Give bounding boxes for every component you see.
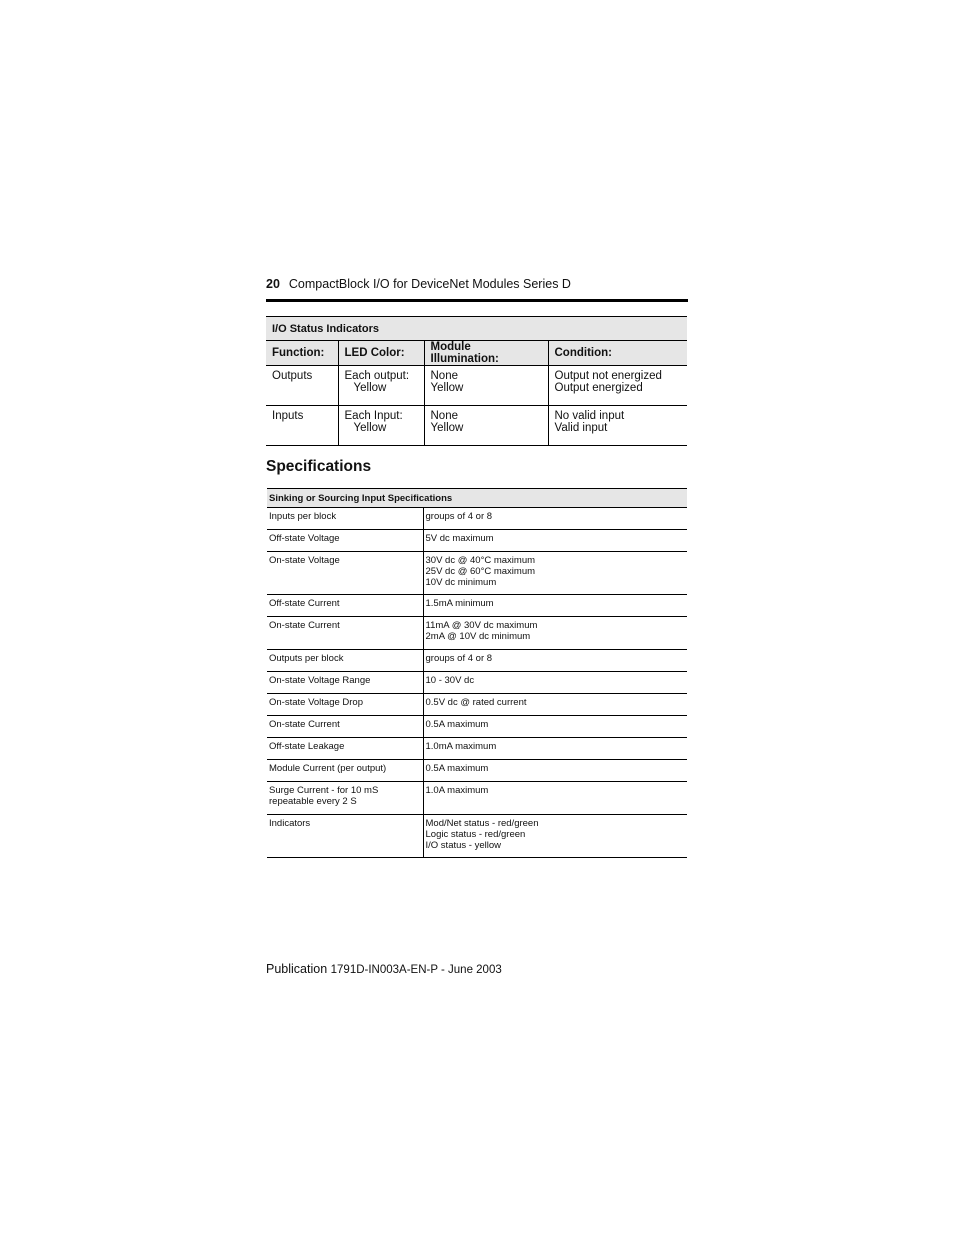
cell-line: On-state Current <box>269 620 340 631</box>
spec-value-cell <box>423 508 687 530</box>
cell-line: groups of 4 or 8 <box>425 511 493 522</box>
cell-line: Each Input: <box>344 410 403 422</box>
cell-line: Yellow <box>353 382 387 394</box>
table-row <box>267 672 687 694</box>
table-header-row <box>266 341 687 366</box>
cell-line: 1.0A maximum <box>425 785 489 796</box>
spec-label-cell <box>267 672 423 694</box>
illumination-cell <box>424 406 548 446</box>
column-header: LED Color: <box>338 341 424 366</box>
cell-line: 30V dc @ 40°C maximum <box>425 555 536 566</box>
condition-cell <box>548 406 687 446</box>
function-cell: Outputs <box>266 366 338 406</box>
table-row <box>267 650 687 672</box>
cell-line: Output not energized <box>554 370 662 382</box>
spec-value-cell <box>423 716 687 738</box>
spec-label-cell <box>267 552 423 595</box>
cell-line: Off-state Voltage <box>269 533 340 544</box>
cell-line: 1.5mA minimum <box>425 598 494 609</box>
spec-value-cell <box>423 617 687 650</box>
io-table-caption: I/O Status Indicators <box>266 317 687 341</box>
spec-label-cell <box>267 694 423 716</box>
cell-line: Inputs per block <box>269 511 337 522</box>
cell-line: 10 - 30V dc <box>425 675 475 686</box>
cell-line: 10V dc minimum <box>425 577 497 588</box>
illumination-cell <box>424 366 548 406</box>
led-color-cell <box>338 406 424 446</box>
spec-table-body <box>267 508 687 858</box>
cell-line: Yellow <box>430 422 464 434</box>
cell-line: Off-state Current <box>269 598 340 609</box>
table-row <box>266 406 687 446</box>
cell-line: 25V dc @ 60°C maximum <box>425 566 536 577</box>
page-footer <box>266 962 502 976</box>
table-row <box>267 760 687 782</box>
spec-value-cell <box>423 530 687 552</box>
section-heading: Specifications <box>266 458 372 475</box>
cell-line: None <box>430 410 458 422</box>
cell-line: repeatable every 2 S <box>269 796 357 807</box>
cell-line: Yellow <box>430 382 464 394</box>
spec-table-caption: Sinking or Sourcing Input Specifications <box>267 489 687 508</box>
column-header: Module Illumination: <box>424 341 548 366</box>
table-caption-row <box>266 317 687 341</box>
cell-line: Mod/Net status - red/green <box>425 818 539 829</box>
table-row <box>267 530 687 552</box>
spec-value-cell <box>423 760 687 782</box>
cell-line: Yellow <box>353 422 387 434</box>
cell-line: Each output: <box>344 370 410 382</box>
table-row <box>267 694 687 716</box>
table-row <box>267 716 687 738</box>
cell-line: On-state Voltage <box>269 555 340 566</box>
document-title: CompactBlock I/O for DeviceNet Modules Series D <box>288 277 571 291</box>
cell-line: Module Current (per output) <box>269 763 387 774</box>
table-row <box>267 738 687 760</box>
spec-label-cell <box>267 738 423 760</box>
table-row <box>267 815 687 858</box>
column-header: Condition: <box>548 341 687 366</box>
spec-value-cell <box>423 738 687 760</box>
table-row <box>267 782 687 815</box>
table-row <box>267 508 687 530</box>
table-row <box>267 617 687 650</box>
cell-line: On-state Current <box>269 719 340 730</box>
cell-line: Output energized <box>554 382 643 394</box>
specifications-table <box>267 488 687 858</box>
footer-label: Publication <box>266 962 328 976</box>
cell-line: Indicators <box>269 818 311 829</box>
spec-value-cell <box>423 782 687 815</box>
spec-value-cell <box>423 552 687 595</box>
spec-value-cell <box>423 694 687 716</box>
cell-line: Logic status - red/green <box>425 829 526 840</box>
spec-value-cell <box>423 650 687 672</box>
header-rule <box>266 299 688 302</box>
spec-label-cell <box>267 782 423 815</box>
spec-label-cell <box>267 595 423 617</box>
cell-line: None <box>430 370 458 382</box>
cell-line: On-state Voltage Range <box>269 675 371 686</box>
spec-value-cell <box>423 815 687 858</box>
table-row <box>266 366 687 406</box>
publication-number: 1791D-IN003A-EN-P - June 2003 <box>330 964 502 976</box>
cell-line: I/O status - yellow <box>425 840 501 851</box>
led-color-cell <box>338 366 424 406</box>
cell-line: Surge Current - for 10 mS <box>269 785 379 796</box>
cell-line: 0.5A maximum <box>425 763 489 774</box>
cell-line: Off-state Leakage <box>269 741 345 752</box>
spec-label-cell <box>267 617 423 650</box>
cell-line: Outputs per block <box>269 653 344 664</box>
cell-line: groups of 4 or 8 <box>425 653 493 664</box>
page-number: 20 <box>266 277 280 291</box>
cell-line: 0.5A maximum <box>425 719 489 730</box>
condition-cell <box>548 366 687 406</box>
cell-line: On-state Voltage Drop <box>269 697 363 708</box>
cell-line: Valid input <box>554 422 608 434</box>
spec-value-cell <box>423 672 687 694</box>
table-row <box>267 552 687 595</box>
cell-line: 2mA @ 10V dc minimum <box>425 631 531 642</box>
cell-line: 11mA @ 30V dc maximum <box>425 620 538 631</box>
function-cell: Inputs <box>266 406 338 446</box>
column-header: Function: <box>266 341 338 366</box>
spec-label-cell <box>267 716 423 738</box>
spec-label-cell <box>267 508 423 530</box>
spec-label-cell <box>267 760 423 782</box>
page-header <box>266 277 688 295</box>
cell-line: 1.0mA maximum <box>425 741 497 752</box>
cell-line: 0.5V dc @ rated current <box>425 697 527 708</box>
io-status-table <box>266 316 687 446</box>
table-row <box>267 595 687 617</box>
spec-value-cell <box>423 595 687 617</box>
spec-label-cell <box>267 815 423 858</box>
table-caption-row <box>267 489 687 508</box>
spec-label-cell <box>267 650 423 672</box>
spec-label-cell <box>267 530 423 552</box>
cell-line: 5V dc maximum <box>425 533 494 544</box>
cell-line: No valid input <box>554 410 625 422</box>
